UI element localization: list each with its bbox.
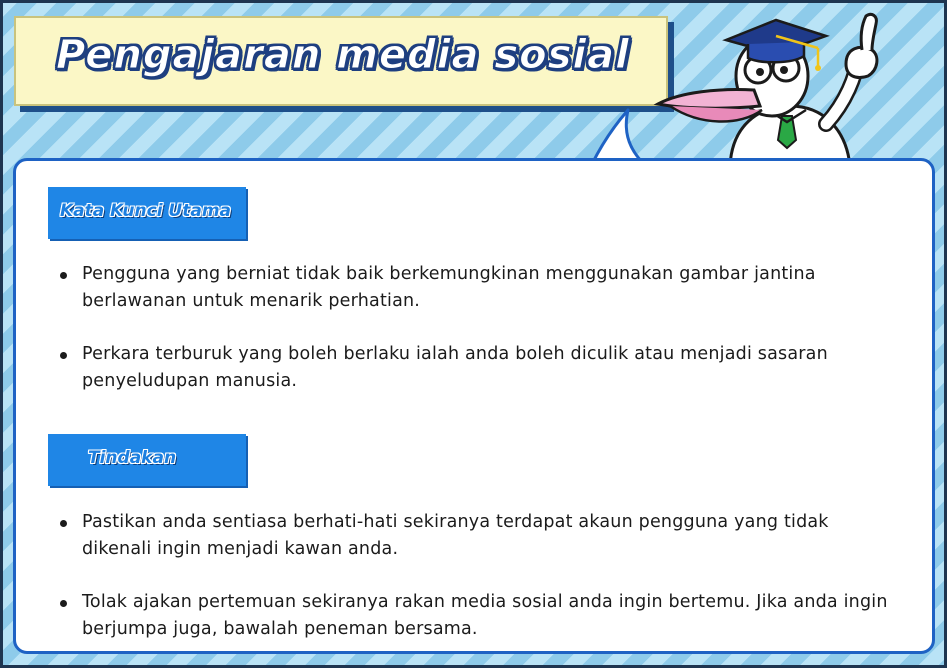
list-item: Perkara terburuk yang boleh berlaku ialah anda boleh diculik atau menjadi sasaran penyeludupan manusia. bbox=[60, 341, 890, 395]
page-title: Pengajaran media sosial bbox=[56, 32, 630, 78]
speech-bubble-tail bbox=[588, 104, 648, 166]
section-heading-key-words bbox=[48, 187, 246, 239]
section-heading-label: Kata Kunci Utama bbox=[60, 201, 232, 221]
pelican-graduate-mascot-icon bbox=[650, 6, 896, 166]
list-item: Tolak ajakan pertemuan sekiranya rakan media sosial anda ingin bertemu. Jika anda ingin berjumpa juga, bawalah peneman bersama. bbox=[60, 589, 890, 643]
bullet-list-actions bbox=[60, 509, 890, 643]
bullet-list-key-words bbox=[60, 261, 890, 395]
section-heading-label: Tindakan bbox=[88, 448, 177, 468]
list-item: Pastikan anda sentiasa berhati-hati sekiranya terdapat akaun pengguna yang tidak dikenali ingin menjadi kawan anda. bbox=[60, 509, 890, 563]
content-panel bbox=[13, 158, 935, 654]
section-heading-actions bbox=[48, 434, 246, 486]
list-item: Pengguna yang berniat tidak baik berkemungkinan menggunakan gambar jantina berlawanan untuk menarik perhatian. bbox=[60, 261, 890, 315]
title-banner bbox=[14, 16, 668, 106]
